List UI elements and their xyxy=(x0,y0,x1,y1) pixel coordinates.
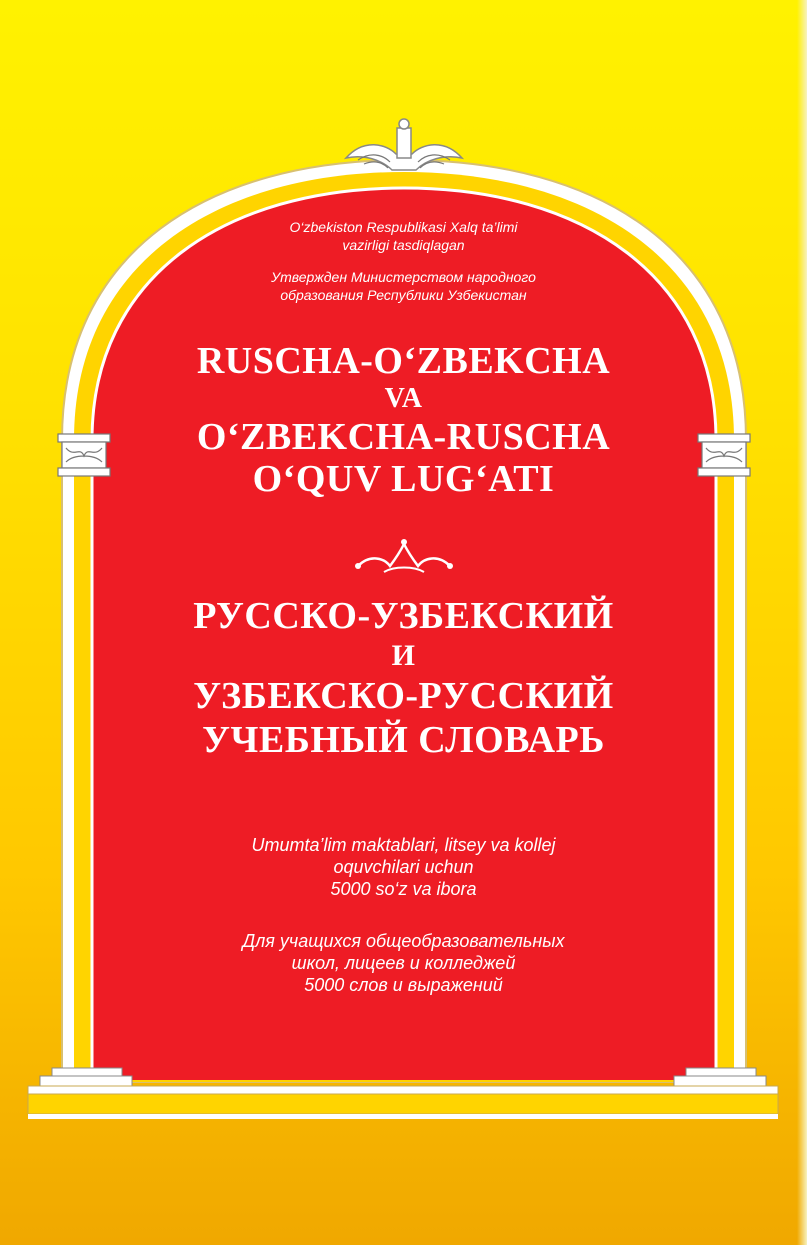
column-base-right xyxy=(674,1068,766,1086)
title-ru-line2: И xyxy=(391,639,416,672)
desc-uz xyxy=(120,834,687,900)
title-ru-line1: РУССКО-УЗБЕКСКИЙ xyxy=(193,595,614,637)
desc-ru-line2: школ, лицеев и колледжей xyxy=(291,953,516,973)
floor-steps xyxy=(28,1086,778,1119)
title-uz-line4: O‘QUV LUG‘ATI xyxy=(252,458,555,500)
approval-uz xyxy=(120,218,687,254)
desc-ru-line1: Для учащихся общеобразовательных xyxy=(242,931,565,951)
title-uz xyxy=(120,340,687,500)
approval-ru-line2: образования Республики Узбекистан xyxy=(280,287,527,303)
title-ru-line4: УЧЕБНЫЙ СЛОВАРЬ xyxy=(202,719,605,761)
title-uz-line2: VA xyxy=(384,383,423,414)
desc-ru-line3: 5000 слов и выражений xyxy=(304,975,503,995)
desc-ru xyxy=(120,930,687,996)
approval-uz-line2: vazirligi tasdiqlagan xyxy=(342,237,465,253)
approval-ru xyxy=(120,268,687,304)
desc-uz-line1: Umumta’lim maktablari, litsey va kollej xyxy=(251,835,556,855)
title-ru-line3: УЗБЕКСКО-РУССКИЙ xyxy=(193,675,614,717)
column-capital-right xyxy=(698,434,750,476)
desc-uz-line2: oquvchilari uchun xyxy=(333,857,474,877)
approval-uz-line1: O‘zbekiston Respublikasi Xalq ta’limi xyxy=(289,219,518,235)
title-ru xyxy=(120,594,687,762)
column-base-left xyxy=(40,1068,132,1086)
desc-uz-line3: 5000 so‘z va ibora xyxy=(330,879,477,899)
approval-ru-line1: Утвержден Министерством народного xyxy=(271,269,536,285)
title-uz-line1: RUSCHA-O‘ZBEKCHA xyxy=(196,340,611,382)
title-uz-line3: O‘ZBEKCHA-RUSCHA xyxy=(196,416,611,458)
column-capital-left xyxy=(58,434,110,476)
